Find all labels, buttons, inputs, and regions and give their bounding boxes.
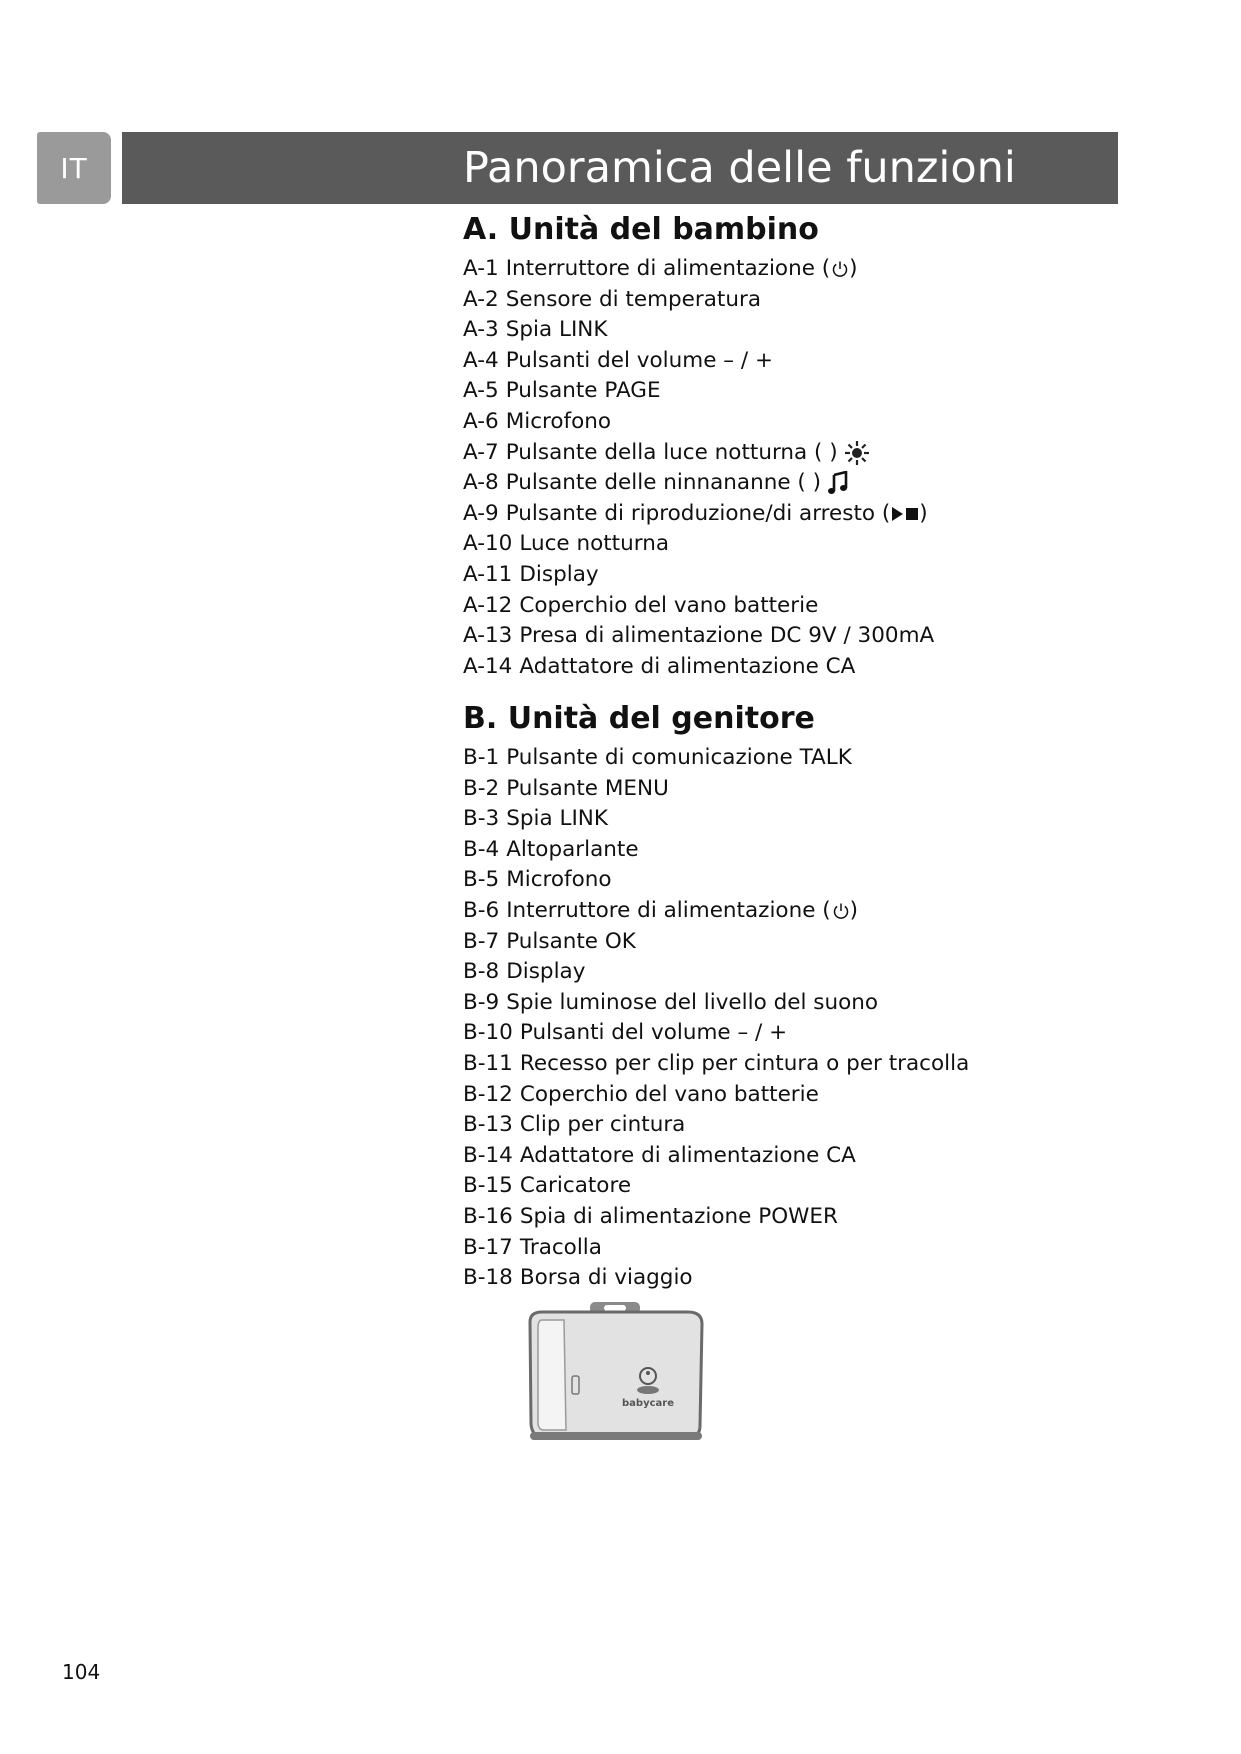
item-code: B-8 xyxy=(463,959,500,985)
parent-unit-item-b-3 xyxy=(463,804,1163,835)
item-label: Pulsante delle ninnananne ( ) xyxy=(505,470,822,496)
item-label: Borsa di viaggio xyxy=(519,1265,693,1291)
item-label: Microfono xyxy=(505,408,612,434)
item-code: B-2 xyxy=(463,775,500,801)
item-label: Tracolla xyxy=(519,1234,602,1260)
item-code: A-14 xyxy=(463,653,513,679)
item-code: B-17 xyxy=(463,1234,513,1260)
item-label: Pulsante di riproduzione/di arresto ( xyxy=(505,500,891,526)
item-label: Adattatore di alimentazione CA xyxy=(519,1142,856,1168)
item-label-suffix: ) xyxy=(849,256,858,281)
section-parent-unit xyxy=(463,697,1163,1294)
child-unit-item-a-10 xyxy=(463,529,1163,560)
header-bar xyxy=(122,132,1118,204)
item-code: B-18 xyxy=(463,1265,513,1291)
item-label: Recesso per clip per cintura o per tracolla xyxy=(519,1050,970,1076)
item-code: B-11 xyxy=(463,1050,513,1076)
item-code: A-6 xyxy=(463,408,499,434)
item-code: A-12 xyxy=(463,592,513,618)
parent-unit-item-b-9 xyxy=(463,988,1163,1019)
child-unit-item-a-7 xyxy=(463,438,1163,469)
item-label: Spia LINK xyxy=(506,806,608,832)
item-label: Coperchio del vano batterie xyxy=(519,1081,819,1107)
item-code: B-7 xyxy=(463,928,500,954)
parent-unit-item-b-17 xyxy=(463,1233,1163,1264)
parent-unit-item-b-7 xyxy=(463,927,1163,958)
item-label: Coperchio del vano batterie xyxy=(519,592,819,618)
travel-bag-illustration xyxy=(520,1300,720,1450)
item-code: B-15 xyxy=(463,1173,513,1199)
item-label: Altoparlante xyxy=(506,836,639,862)
item-code: B-14 xyxy=(463,1142,513,1168)
parent-unit-item-b-15 xyxy=(463,1171,1163,1202)
child-unit-item-a-5 xyxy=(463,376,1163,407)
child-unit-item-a-4 xyxy=(463,346,1163,377)
child-unit-item-a-1 xyxy=(463,254,1163,285)
child-unit-item-a-6 xyxy=(463,407,1163,438)
child-unit-item-a-12 xyxy=(463,591,1163,622)
page-title: Panoramica delle funzioni xyxy=(463,143,1016,193)
item-label: Interruttore di alimentazione ( xyxy=(505,256,831,281)
item-label: Pulsante OK xyxy=(506,928,636,954)
parent-unit-item-b-12 xyxy=(463,1080,1163,1111)
section-title-child-unit: A. Unità del bambino xyxy=(463,212,819,247)
night-light-icon xyxy=(844,440,870,466)
item-code: A-8 xyxy=(463,470,499,496)
child-unit-item-a-3 xyxy=(463,315,1163,346)
item-label: Presa di alimentazione DC 9V / 300mA xyxy=(519,623,935,649)
parent-unit-item-b-13 xyxy=(463,1110,1163,1141)
item-code: B-5 xyxy=(463,867,500,893)
child-unit-list xyxy=(463,254,1163,682)
item-code: B-3 xyxy=(463,806,500,832)
item-code: A-10 xyxy=(463,531,513,557)
child-unit-item-a-13 xyxy=(463,621,1163,652)
item-code: B-4 xyxy=(463,836,500,862)
item-code: B-10 xyxy=(463,1020,513,1046)
item-label: Clip per cintura xyxy=(519,1112,686,1138)
parent-unit-item-b-1 xyxy=(463,743,1163,774)
parent-unit-item-b-10 xyxy=(463,1018,1163,1049)
item-code: A-5 xyxy=(463,378,499,404)
parent-unit-item-b-14 xyxy=(463,1141,1163,1172)
item-label: Pulsante PAGE xyxy=(505,378,661,404)
travel-bag-icon xyxy=(520,1300,720,1450)
item-label: Display xyxy=(519,561,599,587)
item-label: Display xyxy=(506,959,586,985)
item-code: A-11 xyxy=(463,561,513,587)
power-icon xyxy=(832,902,850,920)
language-tab: IT xyxy=(37,132,111,204)
item-code: B-13 xyxy=(463,1112,513,1138)
item-label: Pulsanti del volume – / + xyxy=(519,1020,788,1046)
parent-unit-item-b-5 xyxy=(463,865,1163,896)
item-label: Sensore di temperatura xyxy=(505,286,761,312)
power-icon xyxy=(831,260,849,278)
item-label: Pulsante della luce notturna ( ) xyxy=(505,439,838,465)
parent-unit-item-b-16 xyxy=(463,1202,1163,1233)
item-label: Pulsante MENU xyxy=(506,775,669,801)
item-code: A-7 xyxy=(463,439,499,465)
item-code: A-1 xyxy=(463,256,499,281)
item-label: Pulsante di comunicazione TALK xyxy=(506,745,852,770)
child-unit-item-a-14 xyxy=(463,652,1163,683)
parent-unit-list xyxy=(463,743,1163,1294)
item-label: Luce notturna xyxy=(519,531,669,557)
parent-unit-item-b-11 xyxy=(463,1049,1163,1080)
item-label: Pulsanti del volume – / + xyxy=(505,347,773,373)
item-label-suffix: ) xyxy=(919,500,928,526)
parent-unit-item-b-4 xyxy=(463,835,1163,866)
page-number: 104 xyxy=(62,1660,101,1684)
item-label-suffix: ) xyxy=(849,897,859,923)
item-label: Interruttore di alimentazione ( xyxy=(506,897,831,923)
item-code: B-16 xyxy=(463,1203,513,1229)
item-code: A-4 xyxy=(463,347,499,373)
item-code: A-2 xyxy=(463,286,499,312)
parent-unit-item-b-8 xyxy=(463,957,1163,988)
item-label: Spie luminose del livello del suono xyxy=(506,989,879,1015)
child-unit-item-a-8 xyxy=(463,468,1163,499)
item-label: Microfono xyxy=(506,867,612,893)
item-label: Spia di alimentazione POWER xyxy=(519,1203,838,1229)
section-title-parent-unit: B. Unità del genitore xyxy=(463,701,815,736)
child-unit-item-a-2 xyxy=(463,285,1163,316)
child-unit-item-a-11 xyxy=(463,560,1163,591)
section-child-unit xyxy=(463,208,1163,682)
bag-logo: babycare xyxy=(622,1398,674,1409)
item-label: Caricatore xyxy=(519,1173,632,1199)
item-label: Spia LINK xyxy=(505,317,608,343)
play-stop-icon xyxy=(891,506,919,522)
parent-unit-item-b-18 xyxy=(463,1263,1163,1294)
item-code: B-12 xyxy=(463,1081,513,1107)
item-code: B-9 xyxy=(463,989,500,1015)
item-label: Adattatore di alimentazione CA xyxy=(519,653,856,679)
parent-unit-item-b-6 xyxy=(463,896,1163,927)
item-code: A-3 xyxy=(463,317,499,343)
item-code: B-1 xyxy=(463,745,500,770)
parent-unit-item-b-2 xyxy=(463,774,1163,805)
item-code: A-9 xyxy=(463,500,499,526)
child-unit-item-a-9 xyxy=(463,499,1163,530)
item-code: A-13 xyxy=(463,623,513,649)
item-code: B-6 xyxy=(463,897,500,923)
music-note-icon xyxy=(827,471,849,495)
